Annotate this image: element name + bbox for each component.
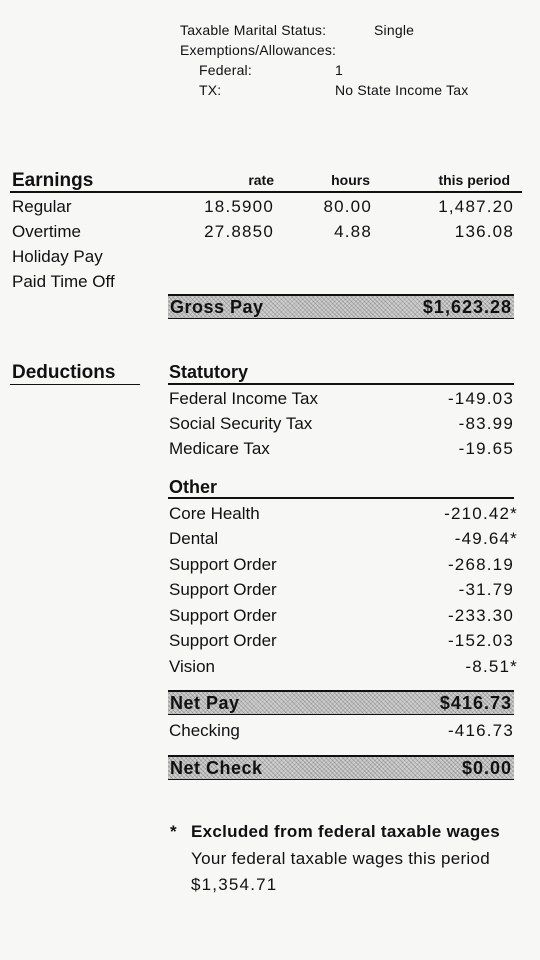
deduction-value: -83.99 [458,414,514,433]
earnings-divider [10,191,522,193]
col-period-header: this period [438,172,510,188]
net-check-value: $0.00 [461,758,512,778]
net-pay-value: $416.73 [439,693,512,713]
gross-pay-value: $1,623.28 [422,297,512,317]
net-check-label: Net Check [170,758,263,778]
deduction-label: Social Security Tax [169,414,313,433]
earnings-row-label: Paid Time Off [12,272,115,291]
footnote-star: * [170,822,177,841]
earnings-row-label: Regular [12,197,72,216]
deduction-value: -31.79 [458,580,514,599]
marital-status-label: Taxable Marital Status: [180,22,327,38]
federal-label: Federal: [199,62,252,78]
tx-value: No State Income Tax [335,82,469,98]
deduction-value: -149.03 [447,389,514,408]
deduction-label: Dental [169,529,219,548]
deduction-label: Vision [169,657,215,676]
earnings-row-rate: 27.8850 [204,222,274,241]
gross-pay-band [168,294,514,319]
earnings-row-label: Overtime [12,222,81,241]
earnings-row-hours: 80.00 [323,197,372,216]
deduction-value: -49.64* [454,529,518,548]
net-pay-label: Net Pay [170,693,240,713]
deduction-label: Support Order [169,555,277,574]
footnote-line1: Your federal taxable wages this period [191,849,491,868]
tx-label: TX: [199,82,222,98]
deduction-value: -210.42* [444,504,518,523]
col-hours-header: hours [331,172,370,188]
federal-value: 1 [335,62,343,78]
deduction-label: Core Health [169,504,260,523]
deduction-value: -152.03 [447,631,514,650]
deductions-underline [10,384,140,385]
deduction-value: -233.30 [447,606,514,625]
other-title: Other [169,477,218,497]
deduction-label: Medicare Tax [169,439,270,458]
deduction-label: Support Order [169,606,277,625]
footnote-taxable-wages: $1,354.71 [191,875,278,894]
deduction-value: -8.51* [465,657,518,676]
exemptions-label: Exemptions/Allowances: [180,42,337,58]
earnings-row-rate: 18.5900 [204,197,274,216]
earnings-title: Earnings [12,170,94,191]
checking-label: Checking [169,721,240,740]
net-check-band [168,755,514,780]
deduction-value: -268.19 [447,555,514,574]
statutory-divider [168,383,514,385]
footnote-title: Excluded from federal taxable wages [191,822,501,841]
other-divider [168,497,514,499]
earnings-row-period: 136.08 [454,222,514,241]
deduction-label: Support Order [169,580,277,599]
deduction-label: Support Order [169,631,277,650]
deduction-value: -19.65 [458,439,514,458]
gross-pay-label: Gross Pay [170,297,264,317]
earnings-row-label: Holiday Pay [12,247,103,266]
col-rate-header: rate [248,172,274,188]
deduction-label: Federal Income Tax [169,389,318,408]
deductions-title: Deductions [12,362,116,383]
checking-value: -416.73 [447,721,514,740]
statutory-title: Statutory [169,362,249,382]
net-pay-band [168,690,514,715]
earnings-row-period: 1,487.20 [438,197,514,216]
marital-status-value: Single [374,22,415,38]
earnings-row-hours: 4.88 [334,222,372,241]
